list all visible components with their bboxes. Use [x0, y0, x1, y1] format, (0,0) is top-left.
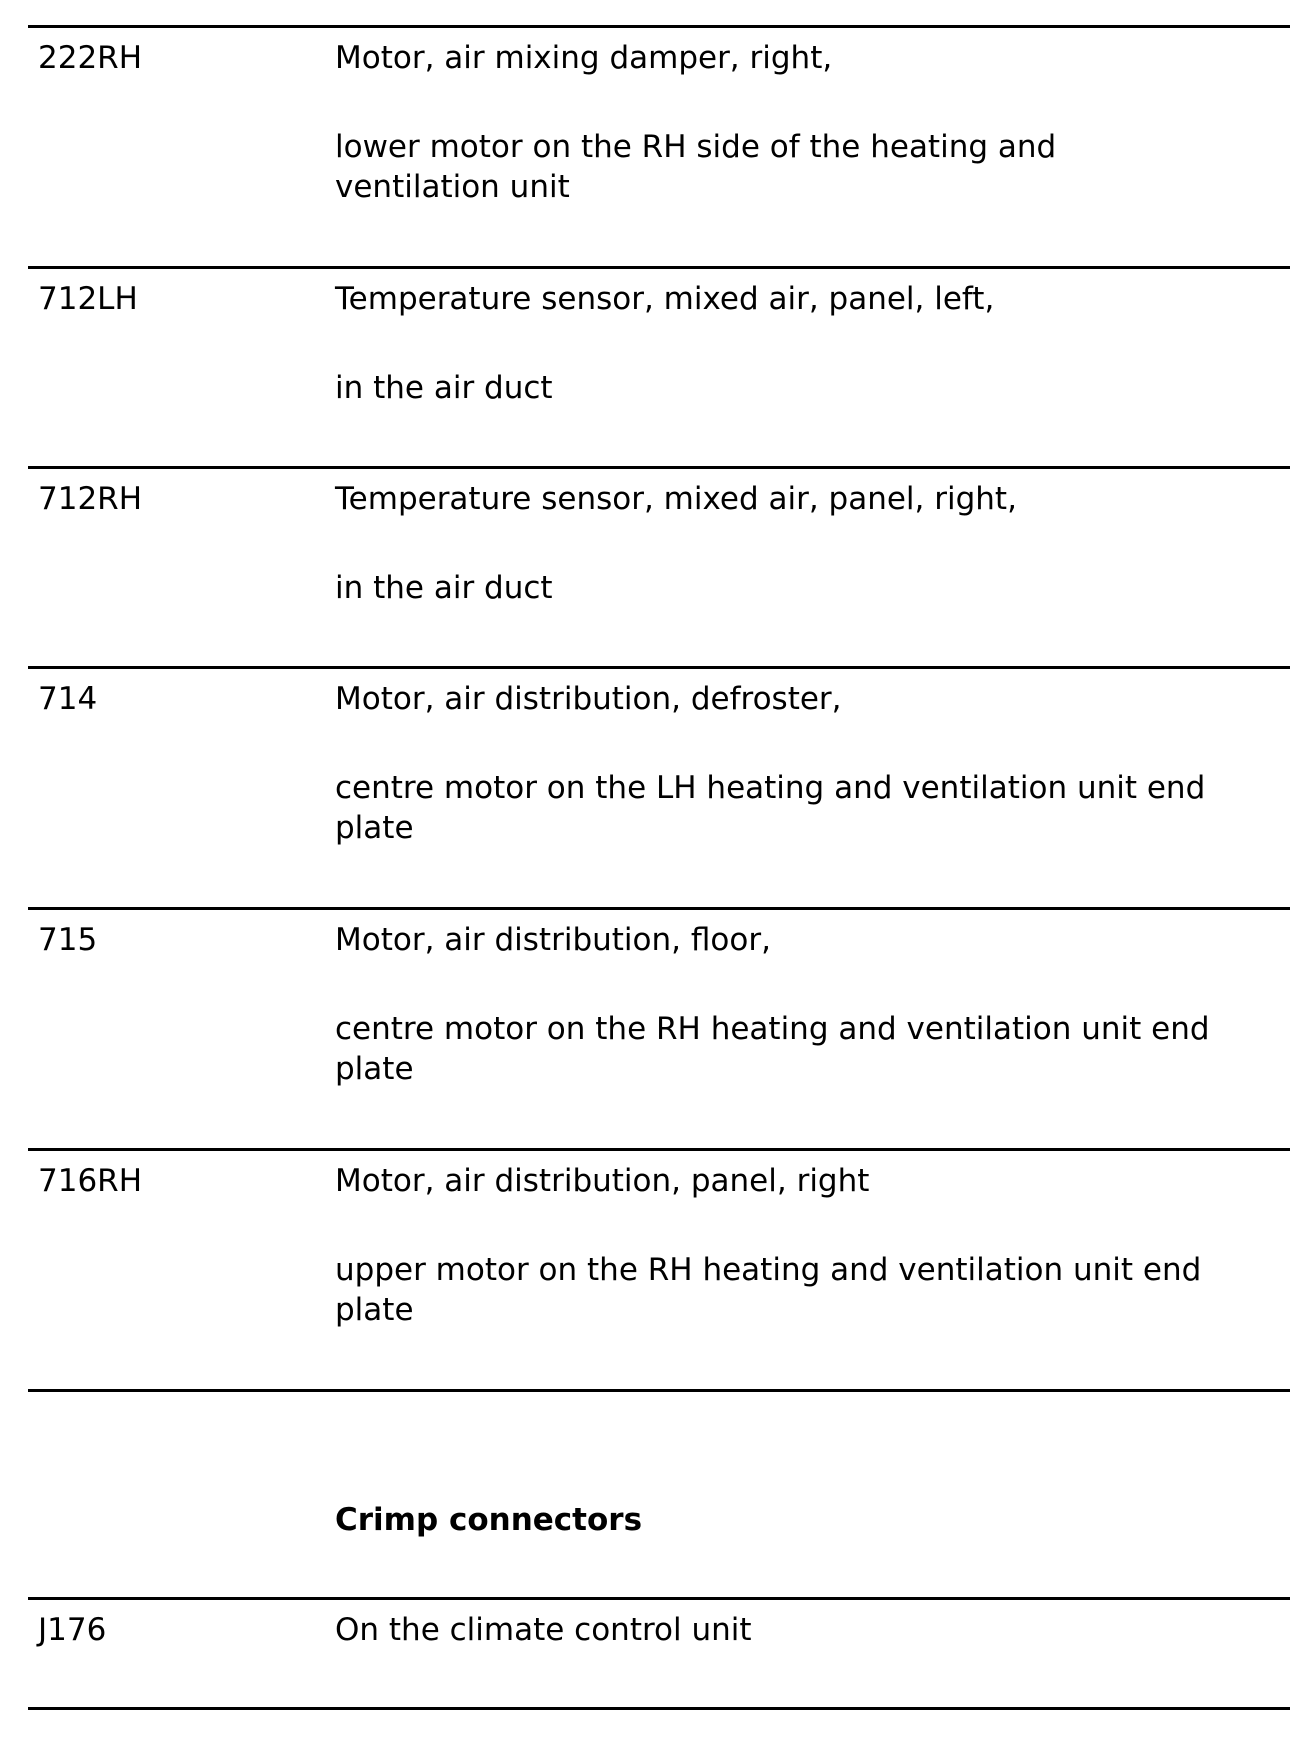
- component-location: plate: [335, 1292, 414, 1328]
- component-code: 715: [38, 922, 98, 958]
- section-heading: Crimp connectors: [335, 1502, 643, 1538]
- table-rule: [28, 907, 1290, 910]
- component-location: upper motor on the RH heating and ventilation unit end: [335, 1252, 1202, 1288]
- table-rule: [28, 1707, 1290, 1710]
- table-rule: [28, 1597, 1290, 1600]
- component-title: Motor, air mixing damper, right,: [335, 40, 833, 76]
- component-title: Motor, air distribution, defroster,: [335, 681, 842, 717]
- connector-description: [335, 1610, 1285, 1650]
- connector-location: On the climate control unit: [335, 1612, 752, 1648]
- component-code: 716RH: [38, 1163, 143, 1199]
- component-title: Motor, air distribution, panel, right: [335, 1163, 870, 1199]
- component-code: 712LH: [38, 281, 138, 317]
- component-location: centre motor on the RH heating and ventilation unit end: [335, 1011, 1210, 1047]
- component-location: plate: [335, 810, 414, 846]
- component-location: centre motor on the LH heating and ventilation unit end: [335, 770, 1206, 806]
- component-description: [335, 479, 1285, 608]
- component-location: ventilation unit: [335, 169, 570, 205]
- connector-code: J176: [38, 1612, 107, 1648]
- component-location: plate: [335, 1051, 414, 1087]
- component-description: [335, 679, 1285, 848]
- component-description: [335, 279, 1285, 408]
- table-rule: [28, 1389, 1290, 1392]
- component-title: Motor, air distribution, floor,: [335, 922, 771, 958]
- component-code: 712RH: [38, 481, 143, 517]
- component-location: lower motor on the RH side of the heating and: [335, 129, 1057, 165]
- table-rule: [28, 25, 1290, 28]
- component-location: in the air duct: [335, 570, 553, 606]
- table-rule: [28, 266, 1290, 269]
- component-code: 714: [38, 681, 98, 717]
- component-description: [335, 920, 1285, 1089]
- component-description: [335, 38, 1285, 207]
- component-title: Temperature sensor, mixed air, panel, right,: [335, 481, 1017, 517]
- table-rule: [28, 466, 1290, 469]
- table-rule: [28, 1148, 1290, 1151]
- component-title: Temperature sensor, mixed air, panel, left,: [335, 281, 995, 317]
- component-location: in the air duct: [335, 370, 553, 406]
- component-code: 222RH: [38, 40, 143, 76]
- component-description: [335, 1161, 1285, 1330]
- table-rule: [28, 666, 1290, 669]
